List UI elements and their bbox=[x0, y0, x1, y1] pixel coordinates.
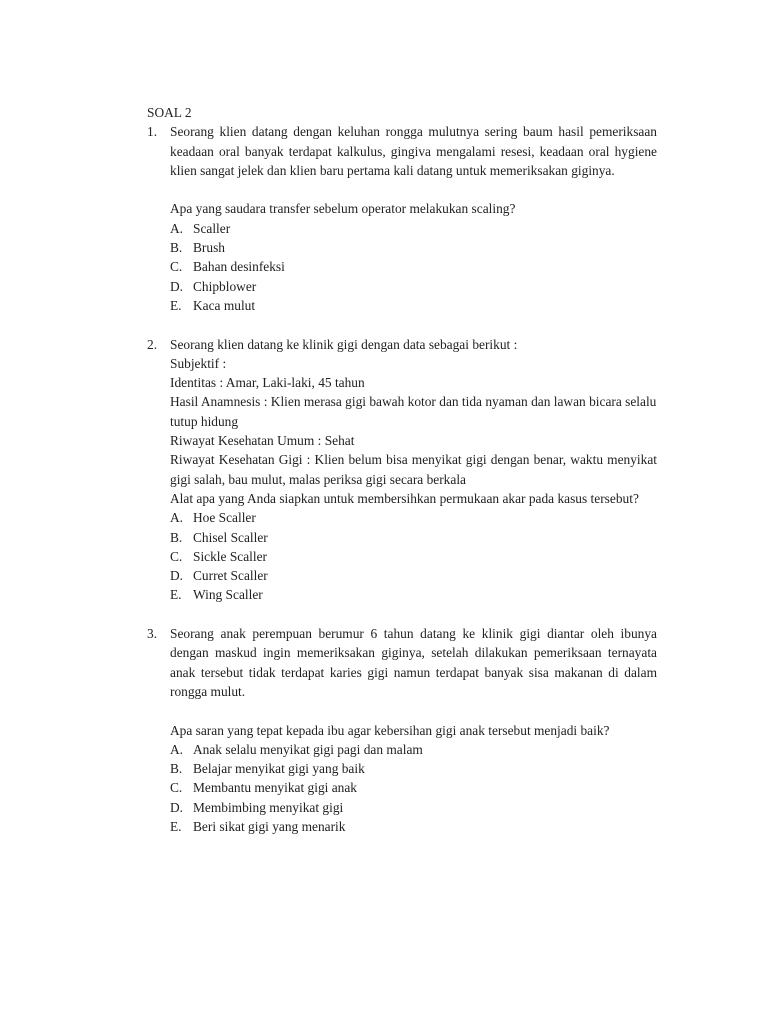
option-text: Membimbing menyikat gigi bbox=[193, 799, 344, 815]
option-text: Scaller bbox=[193, 220, 231, 236]
document-title: SOAL 2 bbox=[147, 105, 192, 120]
option-a bbox=[170, 508, 657, 527]
option-a bbox=[170, 740, 657, 759]
question-1 bbox=[147, 122, 657, 315]
option-letter: A. bbox=[170, 220, 184, 236]
option-text: Chisel Scaller bbox=[193, 529, 268, 545]
option-e bbox=[170, 296, 657, 315]
anamnesis-line: Hasil Anamnesis : Klien merasa gigi bawah kotor dan tida nyaman dan lawan bicara selalu tutup hidung bbox=[170, 394, 657, 429]
option-letter: A. bbox=[170, 741, 184, 757]
option-text: Bahan desinfeksi bbox=[193, 259, 285, 275]
question-3 bbox=[147, 624, 657, 836]
question-paragraph: Seorang anak perempuan berumur 6 tahun datang ke klinik gigi diantar oleh ibunya dengan maskud ingin memeriksakan giginya, setelah dilakukan pemeriksaan ternayata anak tersebut tidak terdapat karies gigi namun terdapat banyak sisa makanan di dalam rongga mulut. bbox=[170, 626, 657, 699]
option-letter: C. bbox=[170, 259, 183, 275]
identitas-line: Identitas : Amar, Laki-laki, 45 tahun bbox=[170, 375, 365, 391]
option-letter: D. bbox=[170, 278, 184, 294]
option-text: Sickle Scaller bbox=[193, 548, 267, 564]
option-letter: A. bbox=[170, 510, 184, 526]
option-text: Brush bbox=[193, 240, 225, 256]
riwayat-gigi-line: Riwayat Kesehatan Gigi : Klien belum bisa menyikat gigi dengan benar, waktu menyikat gigi salah, bau mulut, malas periksa gigi secara berkala bbox=[170, 452, 657, 487]
option-b bbox=[170, 759, 657, 778]
question-text: Apa yang saudara transfer sebelum operator melakukan scaling? bbox=[170, 201, 516, 217]
option-c bbox=[170, 257, 657, 276]
question-paragraph: Seorang klien datang dengan keluhan rongga mulutnya sering baum hasil pemeriksaan keadaan oral banyak terdapat kalkulus, gingiva mengalami resesi, keadaan oral hygiene klien sangat jelek dan klien baru pertama kali datang untuk memeriksakan giginya. bbox=[170, 124, 657, 178]
option-letter: C. bbox=[170, 548, 183, 564]
question-number: 3. bbox=[147, 626, 158, 642]
option-text: Kaca mulut bbox=[193, 297, 256, 313]
document-page bbox=[147, 103, 657, 836]
option-text: Hoe Scaller bbox=[193, 510, 256, 526]
option-c bbox=[170, 547, 657, 566]
option-d bbox=[170, 277, 657, 296]
question-number: 1. bbox=[147, 124, 158, 140]
option-b bbox=[170, 528, 657, 547]
question-text: Apa saran yang tepat kepada ibu agar kebersihan gigi anak tersebut menjadi baik? bbox=[170, 722, 610, 738]
option-letter: B. bbox=[170, 529, 183, 545]
option-text: Curret Scaller bbox=[193, 568, 268, 584]
option-a bbox=[170, 219, 657, 238]
option-e bbox=[170, 585, 657, 604]
question-text: Alat apa yang Anda siapkan untuk membersihkan permukaan akar pada kasus tersebut? bbox=[170, 490, 639, 506]
option-letter: D. bbox=[170, 799, 184, 815]
option-c bbox=[170, 778, 657, 797]
option-letter: E. bbox=[170, 297, 182, 313]
riwayat-umum-line: Riwayat Kesehatan Umum : Sehat bbox=[170, 433, 355, 449]
option-text: Anak selalu menyikat gigi pagi dan malam bbox=[193, 741, 423, 757]
option-letter: E. bbox=[170, 587, 182, 603]
option-text: Belajar menyikat gigi yang baik bbox=[193, 761, 365, 777]
option-text: Membantu menyikat gigi anak bbox=[193, 780, 357, 796]
question-intro: Seorang klien datang ke klinik gigi dengan data sebagai berikut : bbox=[170, 336, 518, 352]
subjektif-label: Subjektif : bbox=[170, 355, 227, 371]
option-b bbox=[170, 238, 657, 257]
question-number: 2. bbox=[147, 336, 158, 352]
option-text: Chipblower bbox=[193, 278, 257, 294]
option-text: Wing Scaller bbox=[193, 587, 263, 603]
option-letter: C. bbox=[170, 780, 183, 796]
option-letter: D. bbox=[170, 568, 184, 584]
option-letter: B. bbox=[170, 240, 183, 256]
option-letter: E. bbox=[170, 818, 182, 834]
option-d bbox=[170, 566, 657, 585]
question-2 bbox=[147, 335, 657, 605]
option-letter: B. bbox=[170, 761, 183, 777]
option-text: Beri sikat gigi yang menarik bbox=[193, 818, 346, 834]
option-e bbox=[170, 817, 657, 836]
option-d bbox=[170, 798, 657, 817]
